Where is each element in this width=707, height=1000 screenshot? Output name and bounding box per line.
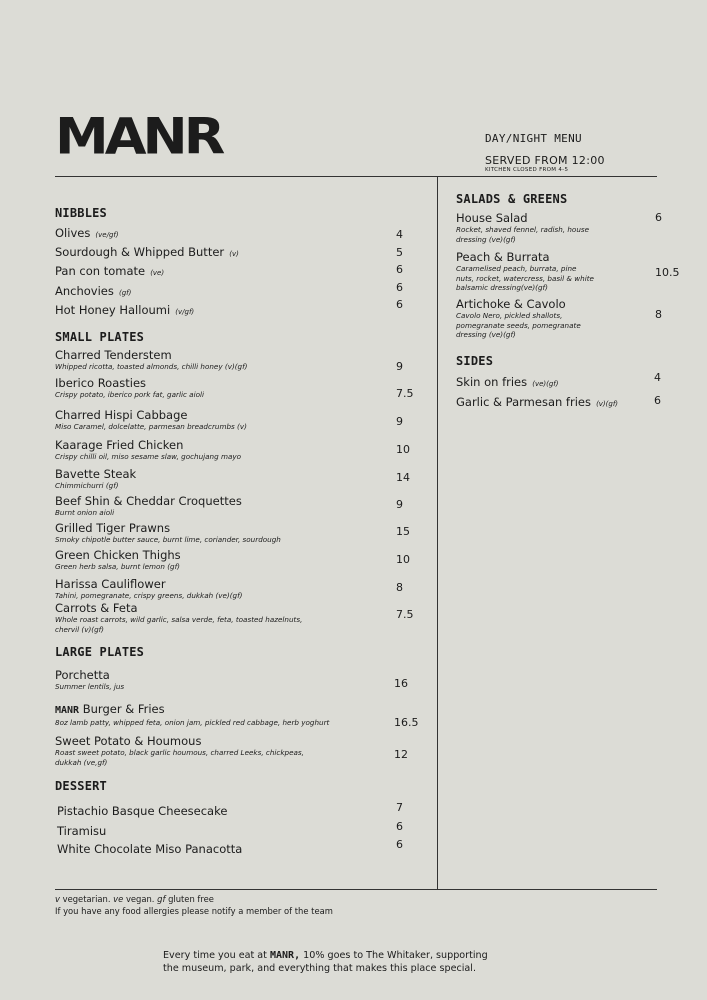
item-name: Charred Hispi Cabbage	[55, 408, 188, 422]
legend-gf-text: gluten free	[165, 894, 214, 904]
item-price: 6	[655, 211, 662, 224]
menu-header	[485, 132, 605, 173]
item-name: Anchovies	[55, 284, 114, 298]
menu-item	[55, 408, 247, 432]
item-price: 8	[655, 308, 662, 321]
item-name: Porchetta	[55, 668, 110, 682]
menu-item	[55, 521, 281, 545]
menu-item	[55, 438, 241, 462]
item-price: 6	[396, 298, 403, 311]
item-name: Sweet Potato & Houmous	[55, 734, 202, 748]
legend-line	[55, 893, 333, 905]
item-name: Iberico Roasties	[55, 376, 147, 390]
allergy-note: If you have any food allergies please notify a member of the team	[55, 906, 333, 916]
item-description: Roast sweet potato, black garlic houmous, charred Leeks, chickpeas,	[55, 748, 304, 757]
footer-line-2: the museum, park, and everything that makes this place special.	[163, 963, 477, 974]
menu-item	[456, 297, 581, 340]
item-description: Green herb salsa, burnt lemon (gf)	[55, 562, 180, 571]
menu-item	[55, 280, 131, 299]
item-name: Hot Honey Halloumi	[55, 303, 171, 317]
item-description: Cavolo Nero, pickled shallots,	[456, 311, 563, 320]
item-price: 6	[654, 394, 661, 407]
item-price: 6	[396, 820, 403, 833]
item-description: dukkah (ve,gf)	[55, 757, 108, 767]
menu-item	[456, 371, 559, 390]
item-price: 7.5	[396, 608, 414, 621]
item-name: White Chocolate Miso Panacotta	[57, 842, 243, 856]
item-description: 8oz lamb patty, whipped feta, onion jam, pickled red cabbage, herb yoghurt	[55, 718, 330, 727]
menu-item	[55, 241, 239, 260]
footer-line-1	[163, 949, 488, 962]
item-name: Skin on fries	[456, 375, 528, 389]
item-description: nuts, rocket, watercress, basil & white	[456, 273, 594, 283]
menu-item	[55, 577, 242, 601]
menu-title: DAY/NIGHT MENU	[485, 132, 582, 145]
item-name: Charred Tenderstem	[55, 348, 172, 362]
item-price: 10.5	[655, 266, 680, 279]
item-description: Smoky chipotle butter sauce, burnt lime, coriander, sourdough	[55, 535, 281, 544]
item-name: Carrots & Feta	[55, 601, 138, 615]
item-description: dressing (ve)(gf)	[456, 330, 516, 340]
section-sides-title: SIDES	[456, 354, 494, 368]
item-name: Harissa Cauliflower	[55, 577, 166, 591]
footer-post: 10% goes to The Whitaker, supporting	[300, 950, 488, 961]
item-name: Kaarage Fried Chicken	[55, 438, 184, 452]
item-tag: (v/gf)	[175, 308, 195, 316]
item-price: 5	[396, 246, 403, 259]
item-tag: (ve)	[150, 269, 165, 277]
item-price: 15	[396, 525, 410, 538]
item-name: Artichoke & Cavolo	[456, 297, 566, 311]
item-description: Miso Caramel, dolcelatte, parmesan breadcrumbs (v)	[55, 422, 247, 431]
item-price: 7	[396, 801, 403, 814]
menu-item	[456, 391, 618, 410]
menu-item	[55, 668, 124, 692]
item-price: 14	[396, 471, 410, 484]
menu-item	[456, 211, 589, 244]
item-name: Grilled Tiger Prawns	[55, 521, 171, 535]
item-price: 10	[396, 553, 410, 566]
item-tag: (ve/gf)	[95, 231, 119, 239]
item-name	[55, 702, 329, 718]
column-divider	[437, 176, 438, 890]
brand-logo: MANR	[55, 107, 222, 166]
item-name: House Salad	[456, 211, 528, 225]
item-description: balsamic dressing(ve)(gf)	[456, 283, 548, 293]
top-divider	[55, 176, 657, 177]
item-price: 10	[396, 443, 410, 456]
legend-ve: ve	[113, 894, 124, 904]
item-tag: (gf)	[118, 289, 132, 297]
dietary-legend	[55, 893, 333, 917]
item-name: Sourdough & Whipped Butter	[55, 245, 225, 259]
section-nibbles-title: NIBBLES	[55, 206, 107, 220]
item-name: Olives	[55, 226, 91, 240]
menu-item	[456, 250, 594, 293]
item-description: Crispy potato, iberico pork fat, garlic aioli	[55, 390, 204, 399]
item-price: 9	[396, 498, 403, 511]
item-description: Tahini, pomegranate, crispy greens, dukkah (ve)(gf)	[55, 591, 243, 600]
item-name: Garlic & Parmesan fries	[456, 395, 591, 409]
item-price: 6	[396, 263, 403, 276]
footer-note	[163, 949, 488, 975]
menu-item	[55, 702, 329, 728]
item-description: Burnt onion aioli	[55, 508, 115, 517]
item-price: 16.5	[394, 716, 419, 729]
item-description: Chimmichurri (gf)	[55, 481, 119, 490]
item-price: 4	[654, 371, 661, 384]
menu-item	[57, 838, 242, 857]
section-large-plates-title: LARGE PLATES	[55, 645, 145, 659]
menu-item	[55, 348, 247, 372]
menu-item	[55, 376, 204, 400]
legend-ve-text: vegan.	[123, 894, 158, 904]
legend-v: v	[55, 894, 60, 904]
brand-inline: MANR	[55, 705, 80, 716]
item-tag: (ve)(gf)	[532, 380, 559, 388]
item-price: 6	[396, 838, 403, 851]
menu-item	[55, 548, 181, 572]
item-price: 9	[396, 415, 403, 428]
item-name-text: Burger & Fries	[79, 702, 165, 716]
item-description: dressing (ve)(gf)	[456, 234, 516, 244]
item-description: Summer lentils, jus	[55, 682, 125, 691]
legend-v-text: vegetarian.	[59, 894, 114, 904]
item-name: Beef Shin & Cheddar Croquettes	[55, 494, 242, 508]
item-name: Pan con tomate	[55, 264, 146, 278]
item-price: 16	[394, 677, 408, 690]
footer-pre: Every time you eat at	[163, 950, 270, 961]
menu-item	[55, 299, 194, 318]
item-price: 8	[396, 581, 403, 594]
item-price: 9	[396, 360, 403, 373]
section-salads-title: SALADS & GREENS	[456, 192, 568, 206]
item-name: Green Chicken Thighs	[55, 548, 181, 562]
kitchen-closed-note: KITCHEN CLOSED FROM 4-5	[485, 167, 569, 173]
item-name: Peach & Burrata	[456, 250, 550, 264]
menu-item	[55, 467, 136, 491]
item-price: 7.5	[396, 387, 414, 400]
item-description: Rocket, shaved fennel, radish, house	[456, 225, 590, 234]
item-description: Caramelised peach, burrata, pine	[456, 264, 577, 273]
footer-brand: MANR,	[270, 950, 301, 961]
item-name: Tiramisu	[57, 824, 107, 838]
menu-item	[55, 734, 304, 767]
item-price: 6	[396, 281, 403, 294]
served-time: SERVED FROM 12:00	[485, 154, 605, 167]
item-description: Crispy chilli oil, miso sesame slaw, gochujang mayo	[55, 452, 242, 461]
menu-item	[55, 222, 119, 241]
section-small-plates-title: SMALL PLATES	[55, 330, 145, 344]
section-dessert-title: DESSERT	[55, 779, 107, 793]
bottom-divider	[55, 889, 657, 890]
item-name: Pistachio Basque Cheesecake	[57, 804, 228, 818]
item-tag: (v)	[229, 250, 239, 258]
item-description: chervil (v)(gf)	[55, 624, 104, 634]
item-price: 4	[396, 228, 403, 241]
menu-item	[55, 260, 164, 279]
item-price: 12	[394, 748, 408, 761]
legend-gf: gf	[157, 894, 166, 904]
item-name: Bavette Steak	[55, 467, 137, 481]
menu-item	[57, 820, 106, 839]
menu-item	[55, 494, 242, 518]
item-description: Whipped ricotta, toasted almonds, chilli honey (v)(gf)	[55, 362, 248, 371]
item-description: Whole roast carrots, wild garlic, salsa verde, feta, toasted hazelnuts,	[55, 615, 303, 624]
item-description: pomegranate seeds, pomegranate	[456, 320, 581, 330]
item-tag: (v)(gf)	[596, 400, 619, 408]
menu-item	[55, 601, 302, 634]
menu-item	[57, 800, 227, 819]
